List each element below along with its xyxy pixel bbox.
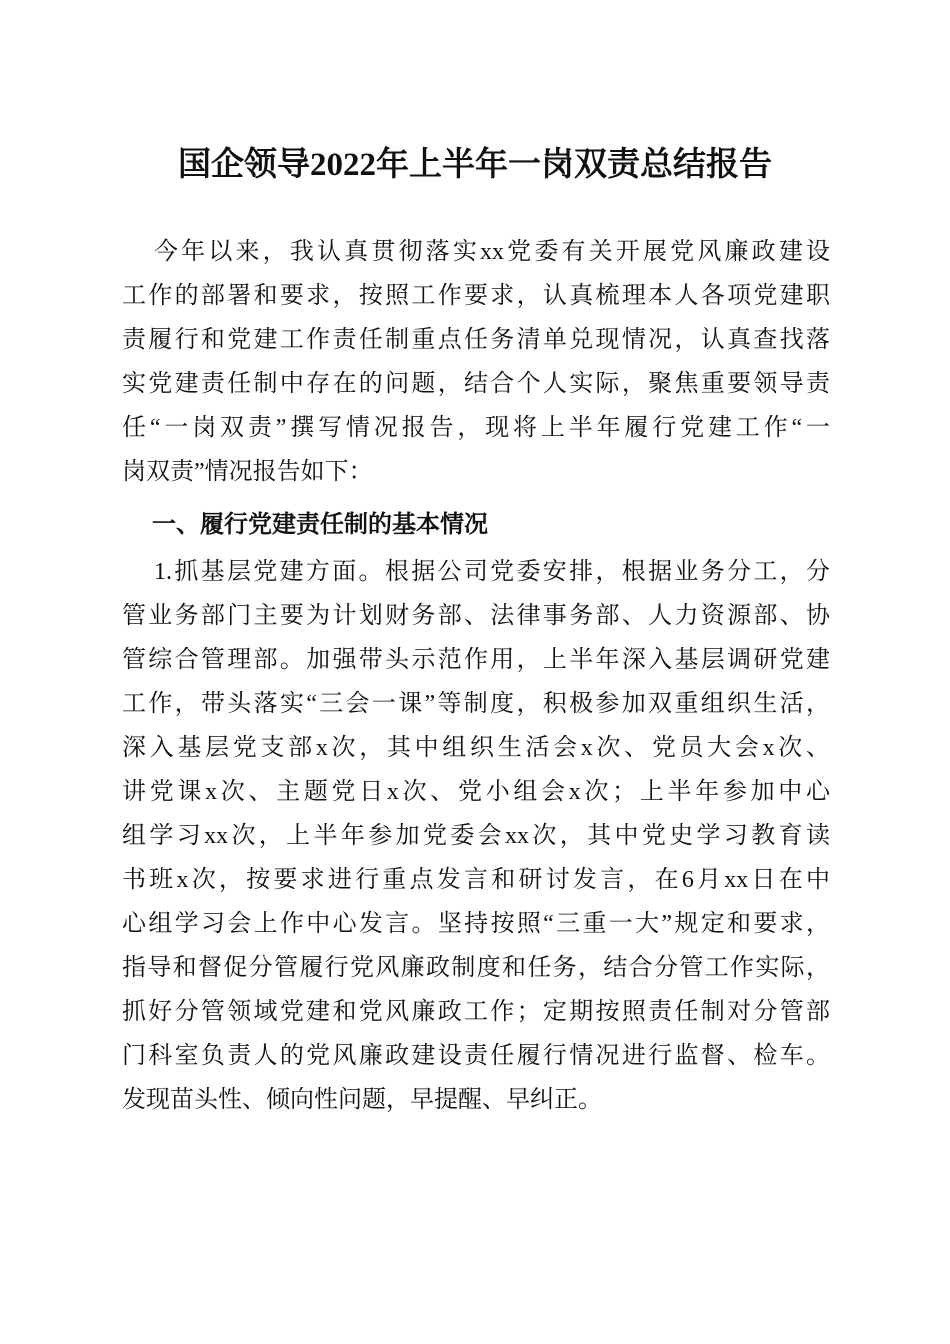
text-line: 实党建责任制中存在的问题，结合个人实际，聚焦重要领导责 [122, 371, 830, 397]
text-line: 工作，带头落实“三会一课”等制度，积极参加双重组织生活， [122, 691, 830, 717]
document-title: 国企领导2022年上半年一岗双责总结报告 [178, 147, 772, 183]
text-line: 1.抓基层党建方面。根据公司党委安排，根据业务分工，分 [154, 559, 830, 585]
text-line: 门科室负责人的党风廉政建设责任履行情况进行监督、检车。 [122, 1043, 830, 1069]
section-heading: 一、履行党建责任制的基本情况 [152, 511, 488, 538]
text-line: 指导和督促分管履行党风廉政制度和任务，结合分管工作实际， [122, 955, 830, 981]
text-line: 管业务部门主要为计划财务部、法律事务部、人力资源部、协 [122, 603, 830, 629]
section-1 [122, 500, 830, 1122]
text-line: 今年以来，我认真贯彻落实xx党委有关开展党风廉政建设 [154, 239, 830, 265]
text-line: 发现苗头性、倾向性问题，早提醒、早纠正。 [122, 1087, 602, 1113]
paragraph-intro [122, 230, 830, 494]
text-line: 责履行和党建工作责任制重点任务清单兑现情况，认真查找落 [122, 327, 830, 353]
text-line: 书班x次，按要求进行重点发言和研讨发言，在6月xx日在中 [122, 867, 830, 893]
text-line: 组学习xx次，上半年参加党委会xx次，其中党史学习教育读 [122, 823, 830, 849]
text-line: 讲党课x次、主题党日x次、党小组会x次；上半年参加中心 [122, 779, 830, 805]
text-line: 任“一岗双责”撰写情况报告，现将上半年履行党建工作“一 [122, 415, 830, 441]
text-line: 深入基层党支部x次，其中组织生活会x次、党员大会x次、 [122, 735, 830, 761]
text-line: 岗双责”情况报告如下： [122, 459, 373, 485]
text-line: 心组学习会上作中心发言。坚持按照“三重一大”规定和要求， [122, 911, 830, 937]
text-line: 工作的部署和要求，按照工作要求，认真梳理本人各项党建职 [122, 283, 830, 309]
text-line: 管综合管理部。加强带头示范作用，上半年深入基层调研党建 [122, 647, 830, 673]
text-line: 抓好分管领域党建和党风廉政工作；定期按照责任制对分管部 [122, 999, 830, 1025]
